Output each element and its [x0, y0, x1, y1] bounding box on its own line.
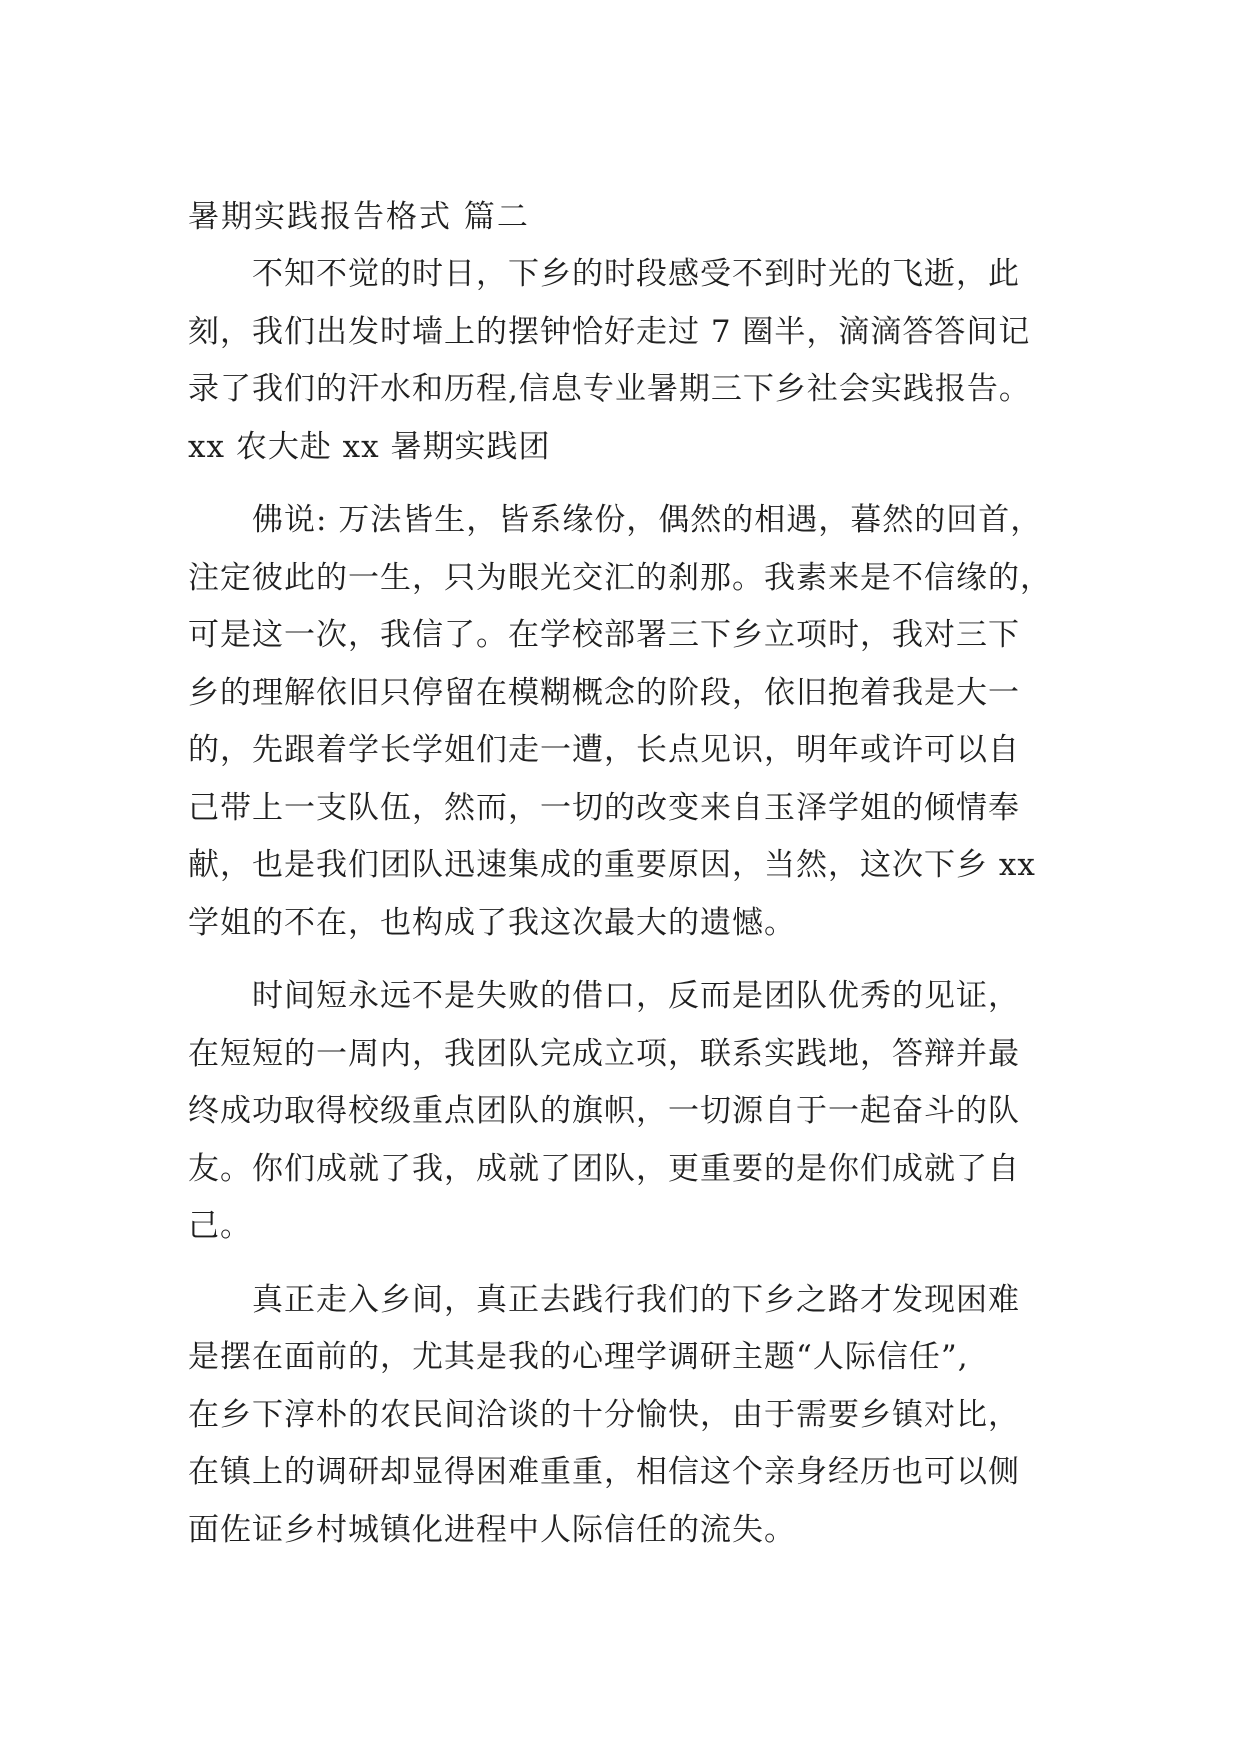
team-name-line: xx 农大赴 xx 暑期实践团 [188, 428, 551, 465]
document-body [188, 188, 1050, 1575]
paragraph-line: 录了我们的汗水和历程,信息专业暑期三下乡社会实践报告。 [188, 371, 1031, 407]
paragraph-line: 己。 [188, 1208, 252, 1244]
paragraph-line: 的，先跟着学长学姐们走一遭，长点见识，明年或许可以自 [188, 732, 1020, 768]
paragraph-line: 不知不觉的时日，下乡的时段感受不到时光的飞逝，此 [252, 256, 1020, 292]
paragraph-line: 在短短的一周内，我团队完成立项，联系实践地，答辩并最 [188, 1035, 1020, 1072]
paragraph-line: 终成功取得校级重点团队的旗帜，一切源自于一起奋斗的队 [188, 1093, 1020, 1129]
paragraph-line: 面佐证乡村城镇化进程中人际信任的流失。 [188, 1511, 796, 1548]
paragraph-line: 可是这一次，我信了。在学校部署三下乡立项时，我对三下 [188, 617, 1020, 653]
paragraph-line: 己带上一支队伍，然而，一切的改变来自玉泽学姐的倾情奉 [188, 789, 1020, 826]
paragraph-line: 佛说: 万法皆生，皆系缘份，偶然的相遇，暮然的回首， [252, 502, 1043, 538]
paragraph-4 [188, 1272, 1050, 1560]
paragraph-line: 真正走入乡间，真正去践行我们的下乡之路才发现困难 [252, 1281, 1020, 1318]
paragraph-line: 时间短永远不是失败的借口，反而是团队优秀的见证， [252, 978, 1020, 1014]
paragraph-line: 友。你们成就了我，成就了团队，更重要的是你们成就了自 [188, 1150, 1020, 1187]
paragraph-line: 刻，我们出发时墙上的摆钟恰好走过 7 圈半，滴滴答答间记 [188, 313, 1031, 350]
paragraph-3 [188, 968, 1050, 1256]
paragraph-2 [188, 492, 1050, 952]
paragraph-line: 在乡下淳朴的农民间洽谈的十分愉快，由于需要乡镇对比， [188, 1396, 1020, 1433]
document-title: 暑期实践报告格式 篇二 [188, 199, 530, 235]
paragraph-line: 学姐的不在，也构成了我这次最大的遗憾。 [188, 904, 796, 941]
paragraph-line: 献，也是我们团队迅速集成的重要原因，当然，这次下乡 xx [188, 847, 1036, 883]
paragraph-line: 注定彼此的一生，只为眼光交汇的刹那。我素来是不信缘的， [188, 559, 1052, 596]
paragraph-line: 在镇上的调研却显得困难重重，相信这个亲身经历也可以侧 [188, 1454, 1020, 1490]
paragraph-line: 是摆在面前的，尤其是我的心理学调研主题“人际信任”, [188, 1339, 969, 1375]
paragraph-1 [188, 246, 1050, 419]
paragraph-line: 乡的理解依旧只停留在模糊概念的阶段，依旧抱着我是大一 [188, 674, 1020, 711]
